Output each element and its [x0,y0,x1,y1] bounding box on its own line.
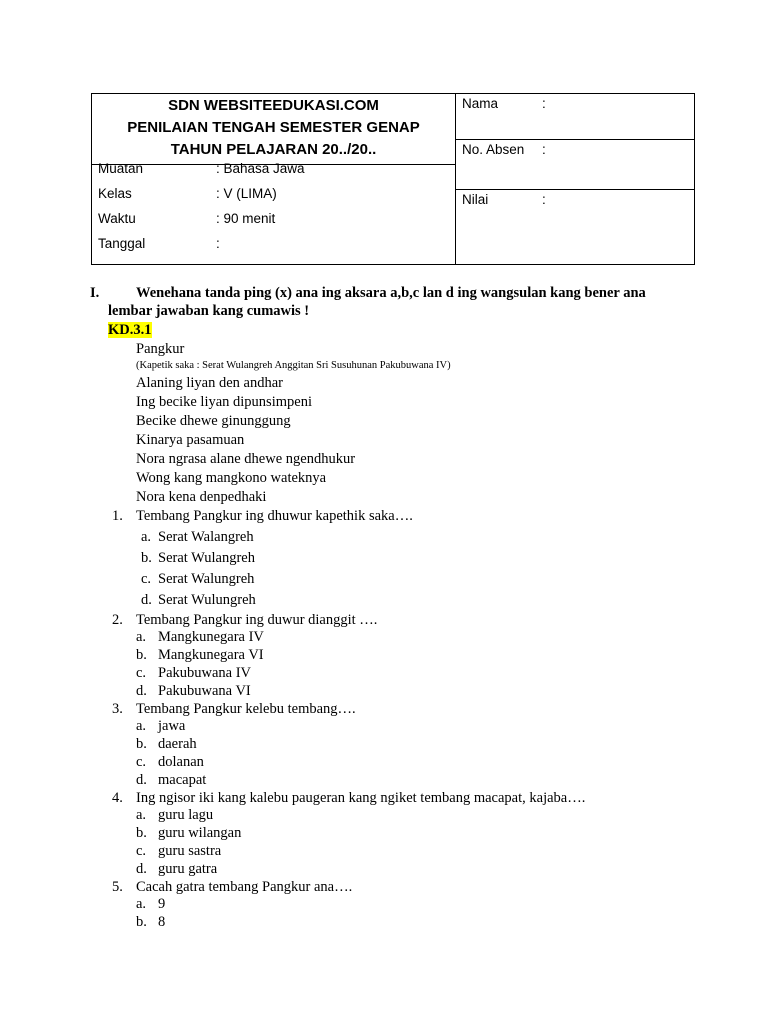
info-value: : V (LIMA) [216,186,277,201]
exam-info [92,161,456,265]
field-colon: : [542,96,546,111]
exam-title: PENILAIAN TENGAH SEMESTER GENAP [127,119,420,136]
option-text[interactable]: guru lagu [158,807,214,823]
question-number: 5. [112,879,123,895]
section-instruction: Wenehana tanda ping (x) ana ing aksara a,b,c lan d ing wangsulan kang bener ana [136,285,646,301]
option-text[interactable]: guru gatra [158,861,218,877]
field-label: Nama [462,96,499,111]
option-letter: c. [136,754,147,770]
option-text[interactable]: jawa [158,718,186,734]
question-number: 3. [112,701,123,717]
option-letter: a. [136,896,147,912]
option-text[interactable]: Serat Wulangreh [158,550,255,566]
kd-label: KD.3.1 [108,322,152,338]
info-value: : [216,236,220,251]
option-text[interactable]: Pakubuwana VI [158,683,251,699]
option-text[interactable]: Mangkunegara VI [158,647,264,663]
section-instruction-cont: lembar jawaban kang cumawis ! [108,303,310,319]
option-text[interactable]: Mangkunegara IV [158,629,264,645]
option-letter: c. [141,571,152,587]
option-letter: d. [136,861,147,877]
option-text[interactable]: daerah [158,736,197,752]
option-letter: a. [141,529,152,545]
student-fields [456,94,694,265]
poem-line: Alaning liyan den andhar [136,375,283,391]
option-text[interactable]: dolanan [158,754,204,770]
poem-line: Kinarya pasamuan [136,432,245,448]
poem-line: Nora ngrasa alane dhewe ngendhukur [136,451,356,467]
option-text[interactable]: macapat [158,772,207,788]
option-letter: a. [136,807,147,823]
field-nilai[interactable] [456,190,694,265]
option-text[interactable]: guru sastra [158,843,222,859]
poem-title: Pangkur [136,341,185,357]
school-year: TAHUN PELAJARAN 20../20.. [170,141,377,158]
option-letter: c. [136,843,147,859]
question-text: Cacah gatra tembang Pangkur ana…. [136,879,353,895]
question-text: Ing ngisor iki kang kalebu paugeran kang ngiket tembang macapat, kajaba…. [136,790,586,806]
info-value: : 90 menit [216,211,276,226]
info-value: : Bahasa Jawa [216,161,305,176]
field-nama[interactable] [456,94,694,140]
poem-line: Ing becike liyan dipunsimpeni [136,394,312,410]
option-text[interactable]: 9 [158,896,166,912]
section-numeral: I. [90,285,100,301]
school-name: SDN WEBSITEEDUKASI.COM [168,97,379,114]
option-letter: b. [136,825,147,841]
field-colon: : [542,192,546,207]
poem-source: (Kapetik saka : Serat Wulangreh Anggitan Sri Susuhunan Pakubuwana IV) [136,360,451,371]
option-letter: b. [136,914,147,930]
info-label: Waktu [98,211,136,226]
option-text[interactable]: Serat Walangreh [158,529,254,545]
poem-line: Nora kena denpedhaki [136,489,267,505]
info-label: Kelas [98,186,132,201]
option-letter: d. [136,772,147,788]
option-text[interactable]: Pakubuwana IV [158,665,252,681]
option-text[interactable]: guru wilangan [158,825,242,841]
option-text[interactable]: Serat Wulungreh [158,592,256,608]
option-letter: a. [136,629,147,645]
question-number: 2. [112,612,123,628]
field-no-absen[interactable] [456,140,694,190]
question-text: Tembang Pangkur ing dhuwur kapethik saka…. [136,508,413,524]
option-letter: b. [136,736,147,752]
school-header [92,94,456,165]
question-number: 4. [112,790,123,806]
question-text: Tembang Pangkur kelebu tembang…. [136,701,356,717]
poem-line: Becike dhewe ginunggung [136,413,291,429]
question-number: 1. [112,508,123,524]
question-text: Tembang Pangkur ing duwur dianggit …. [136,612,378,628]
option-letter: b. [141,550,152,566]
info-label: Muatan [98,161,144,176]
info-label: Tanggal [98,236,146,251]
option-text[interactable]: Serat Walungreh [158,571,255,587]
option-letter: a. [136,718,147,734]
poem-line: Wong kang mangkono wateknya [136,470,327,486]
option-letter: c. [136,665,147,681]
field-label: No. Absen [462,142,525,157]
field-colon: : [542,142,546,157]
option-letter: d. [141,592,152,608]
header-table [91,93,695,265]
option-letter: d. [136,683,147,699]
field-label: Nilai [462,192,489,207]
option-letter: b. [136,647,147,663]
option-text[interactable]: 8 [158,914,166,930]
